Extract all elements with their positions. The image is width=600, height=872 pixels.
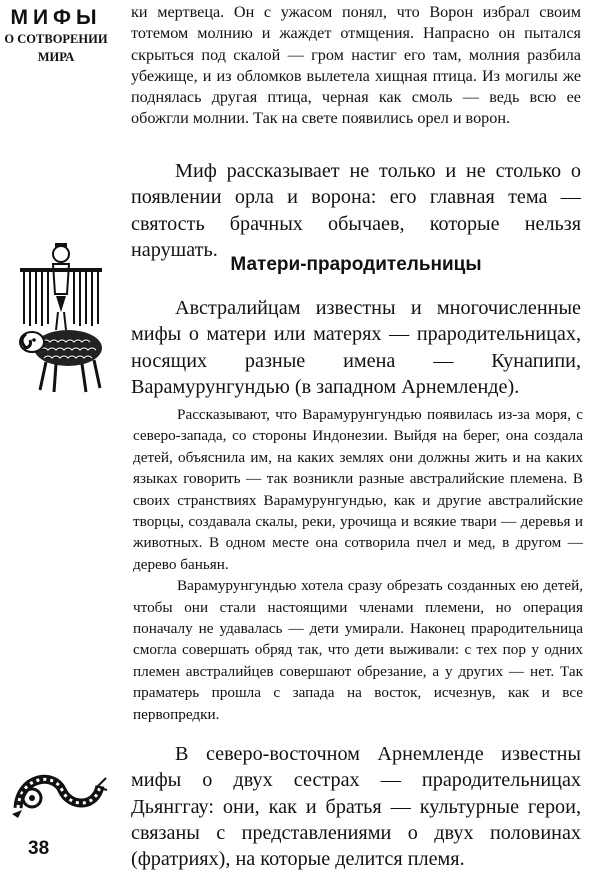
paragraph-4: В северо-восточном Арнемленде известны мифы о двух сестрах — прародительницах Дьянггау: они, как и братья — культурные герои, связаны с представлениями о двух половинах (фратриях), на которые делится племя.: [131, 743, 581, 871]
figure-on-ram-illustration: [12, 238, 110, 400]
quote-paragraph-1: Рассказывают, что Варамурунгундью появилась из-за моря, с северо-запада, со стороны Индонезии. Выйдя на берег, она создала детей, объяснила им, на каких землях они должны жить и на каких языках говорить — так возникли разные австралийские племена. В своих странствиях Варамурунгундью, как и другие австралийские творцы, создавала скалы, реки, урочища и всякие твари — деревья и животных. В одном месте она сотворила пчел и мед, в другом — дерево баньян.: [133, 406, 583, 573]
paragraph-3: Австралийцам известны и многочисленные мифы о матери или матерях — прародительницах, носящих разные имена — Кунапипи, Варамурунгундью (в западном Арнемленде).: [131, 297, 581, 398]
quote-block: [133, 404, 583, 725]
serpent-illustration: [10, 768, 108, 824]
paragraph-2: Миф рассказывает не только и не столько о появлении орла и ворона: его главная тема — святость брачных обычаев, которые нельзя нарушать.: [131, 160, 581, 261]
main-column-top: [131, 2, 581, 130]
main-column-p2: [131, 158, 581, 263]
header-subtitle-line1: О СОТВОРЕНИИ: [4, 32, 108, 46]
quote-paragraph-2: Варамурунгундью хотела сразу обрезать созданных ею детей, чтобы они стали настоящими членами племени, но операция поначалу не удавалась — дети умирали. Наконец прародительница смогла совершать обряд так, что дети выживали: с тех пор у одних племен австралийцев совершают обрезание, а у других — нет. Так праматерь прошла с запада на восток, исчезнув, как и все первопредки.: [133, 577, 583, 723]
main-column-p3: [131, 295, 581, 400]
header-subtitle-line2: МИРА: [37, 50, 75, 64]
running-header: [0, 6, 112, 66]
section-heading: Матери-прародительницы: [230, 254, 482, 275]
page-number: 38: [28, 838, 50, 859]
main-column-p4: [131, 741, 581, 872]
paragraph-1: ки мертвеца. Он с ужасом понял, что Ворон избрал своим тотемом молнию и жаждет отмщения. Напрасно он пытался скрыться под скалой — гром настиг его там, молния разбила убежище, и из обломков вылетела хищная птица. Из могилы же поднялась другая птица, черная как смоль — ведь всю ее обожгли молнии. Так на свете появились орел и ворон.: [131, 3, 581, 128]
header-title: МИФЫ: [10, 6, 102, 29]
